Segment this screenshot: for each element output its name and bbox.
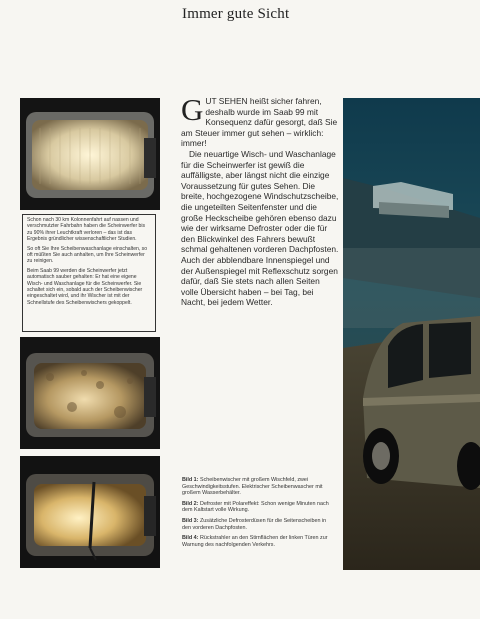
caption-paragraph: Schon nach 30 km Kolonnenfahrt auf nassen und verschmutzter Fahrbahn haben die Scheinwerfer bis zu 90% ihrer Leuchtkraft verloren – das ist das Ergebnis gründlicher wissenschaftlicher Studien. — [27, 217, 146, 243]
headlight-wiper-photo — [20, 456, 160, 568]
bild-caption: Bild 2: Defroster mit Polareffekt: Schon wenige Minuten nach dem Kaltstart volle Wirkung. — [182, 500, 329, 514]
main-text-column — [181, 92, 339, 308]
intro-paragraph — [181, 92, 339, 149]
bild-caption: Bild 1: Scheibenwischer mit großem Wischfeld, zwei Geschwindigkeitsstufen. Elektrischer Scheibenwascher mit großem Wasserbehälter. — [182, 477, 323, 497]
headlight-dirty-photo — [20, 337, 160, 449]
car-night-photo — [343, 98, 480, 570]
bild-caption: Bild 3: Zusätzliche Defrosterdüsen für die Seitenscheiben in den vorderen Dachpfosten. — [182, 517, 327, 531]
intro-text: UT SEHEN heißt sicher fahren, deshalb wurde im Saab 99 mit Konsequenz dafür gesorgt, daß Sie am Steuer immer gut sehen – wirklich: immer! — [181, 96, 338, 149]
page-title: Immer gute Sicht — [182, 6, 290, 22]
caption-paragraph: So oft Sie Ihre Scheibenwaschanlage einschalten, so oft müßten Sie auch anhalten, um Ihre Scheinwerfer zu reinigen. — [27, 245, 148, 265]
caption-paragraph: Beim Saab 99 werden die Scheinwerfer jetzt automatisch sauber gehalten: Er hat eine eigene Wisch- und Waschanlage für die Scheinwerfer. Sie schaltet sich ein, sobald auch der Scheibenwischer eingeschaltet wird, und ihr Wischer ist mit der Schnellstufe des Scheibenwischers gekoppelt. — [27, 267, 143, 306]
headlight-caption-box — [22, 214, 156, 332]
bild-caption: Bild 4: Rückstrahler an den Stirnflächen der linken Türen zur Warnung des nachfolgenden Verkehrs. — [182, 535, 328, 548]
headlight-clean-photo — [20, 98, 160, 210]
dropcap: G — [181, 92, 204, 127]
body-paragraph: Die neuartige Wisch- und Waschanlage für die Scheinwerfer ist gewiß die auffälligste, aber längst nicht die einzige Voraussetzung für gutes Sehen. Die breite, hochgezogene Windschutzscheibe, die ungeteilten Seitenfenster und die große Heckscheibe gehören ebenso dazu wie der wirksame Defroster oder die für den Blickwinkel des Fahrers bewußt schmal gehaltenen vorderen Dachpfosten. Auch der abblendbare Innenspiegel und der Außenspiegel mit Reflexschutz sorgen dafür, daß Sie stets nach allen Seiten volle Übersicht haben – bei Tag, bei Nacht, bei jedem Wetter. — [181, 148, 339, 308]
image-captions — [182, 477, 332, 552]
